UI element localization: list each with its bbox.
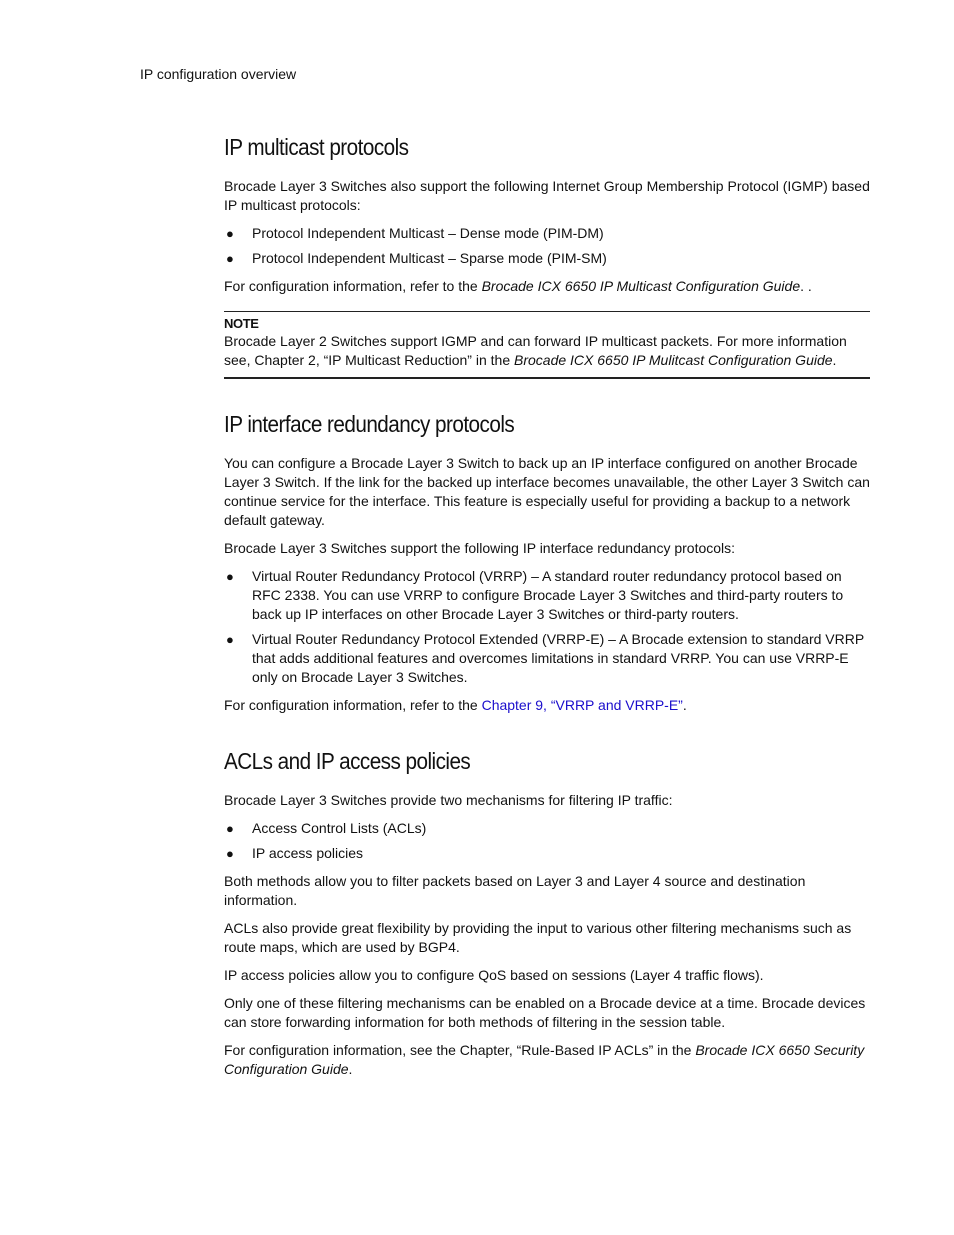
paragraph: Only one of these filtering mechanisms can be enabled on a Brocade device at a time. Brocade devices can store forwarding information for both methods of filtering in the session table. bbox=[224, 995, 866, 1030]
note-label: NOTE bbox=[224, 316, 259, 331]
section-ip-multicast bbox=[224, 132, 870, 379]
paragraph: Brocade Layer 3 Switches also support the following Internet Group Membership Protocol (IGMP) based IP multicast protocols: bbox=[224, 178, 870, 213]
bullet-icon: ● bbox=[226, 821, 234, 836]
bullet-list bbox=[224, 567, 870, 687]
section-heading: IP multicast protocols bbox=[224, 134, 409, 160]
list-item: ● Protocol Independent Multicast – Sparse mode (PIM-SM) bbox=[226, 250, 607, 266]
bullet-icon: ● bbox=[226, 569, 234, 584]
section-acls bbox=[224, 746, 870, 1079]
bullet-list bbox=[224, 224, 870, 268]
guide-title: Brocade ICX 6650 Security Configuration Guide bbox=[224, 1042, 865, 1077]
running-header: IP configuration overview bbox=[140, 66, 297, 82]
note-box bbox=[224, 311, 870, 379]
bullet-icon: ● bbox=[226, 226, 234, 241]
list-item: ● Virtual Router Redundancy Protocol Extended (VRRP-E) – A Brocade extension to standard VRRP that adds additional features and overcomes limitations in standard VRRP. You can use VRRP-E only on Brocade Layer 3 Switches. bbox=[226, 631, 864, 685]
paragraph: Brocade Layer 3 Switches support the following IP interface redundancy protocols: bbox=[224, 540, 736, 556]
paragraph: IP access policies allow you to configure QoS based on sessions (Layer 4 traffic flows). bbox=[224, 967, 764, 983]
section-spacer bbox=[224, 724, 870, 746]
section-heading: ACLs and IP access policies bbox=[224, 748, 471, 774]
page-content bbox=[224, 132, 870, 1088]
guide-title: Brocade ICX 6650 IP Mulitcast Configuration Guide bbox=[514, 352, 833, 368]
paragraph: For configuration information, refer to the Chapter 9, “VRRP and VRRP-E”. bbox=[224, 697, 687, 713]
paragraph: Both methods allow you to filter packets based on Layer 3 and Layer 4 source and destination information. bbox=[224, 873, 806, 908]
bullet-icon: ● bbox=[226, 846, 234, 861]
bullet-icon: ● bbox=[226, 632, 234, 647]
list-item: ● Virtual Router Redundancy Protocol (VRRP) – A standard router redundancy protocol based on RFC 2338. You can use VRRP to configure Brocade Layer 3 Switches and third-party routers to back up IP interfaces on other Brocade Layer 3 Switches or third-party routers. bbox=[226, 568, 844, 622]
section-heading: IP interface redundancy protocols bbox=[224, 411, 515, 437]
note-text: Brocade Layer 2 Switches support IGMP and can forward IP multicast packets. For more information see, Chapter 2, “IP Multicast Reduction” in the Brocade ICX 6650 IP Mulitcast Configuration Guide. bbox=[224, 333, 847, 368]
bullet-list bbox=[224, 819, 870, 863]
list-item: ● Access Control Lists (ACLs) bbox=[226, 820, 427, 836]
paragraph: ACLs also provide great flexibility by providing the input to various other filtering mechanisms such as route maps, which are used by BGP4. bbox=[224, 920, 852, 955]
paragraph: For configuration information, refer to the Brocade ICX 6650 IP Multicast Configuration Guide. . bbox=[224, 278, 812, 294]
list-item: ● IP access policies bbox=[226, 845, 364, 861]
list-item: ● Protocol Independent Multicast – Dense mode (PIM-DM) bbox=[226, 225, 604, 241]
paragraph: You can configure a Brocade Layer 3 Switch to back up an IP interface configured on another Brocade Layer 3 Switch. If the link for the backed up interface becomes unavailable, the other Layer 3 Switch can continue service for the interface. This feature is especially useful for providing a backup to a network default gateway. bbox=[224, 455, 870, 528]
guide-title: Brocade ICX 6650 IP Multicast Configuration Guide bbox=[481, 278, 801, 294]
chapter-link[interactable]: Chapter 9, “VRRP and VRRP-E” bbox=[481, 697, 683, 713]
bullet-icon: ● bbox=[226, 251, 234, 266]
paragraph: Brocade Layer 3 Switches provide two mechanisms for filtering IP traffic: bbox=[224, 792, 673, 808]
paragraph: For configuration information, see the Chapter, “Rule-Based IP ACLs” in the Brocade ICX 6650 Security Configuration Guide. bbox=[224, 1042, 865, 1077]
section-ip-redundancy bbox=[224, 409, 870, 715]
